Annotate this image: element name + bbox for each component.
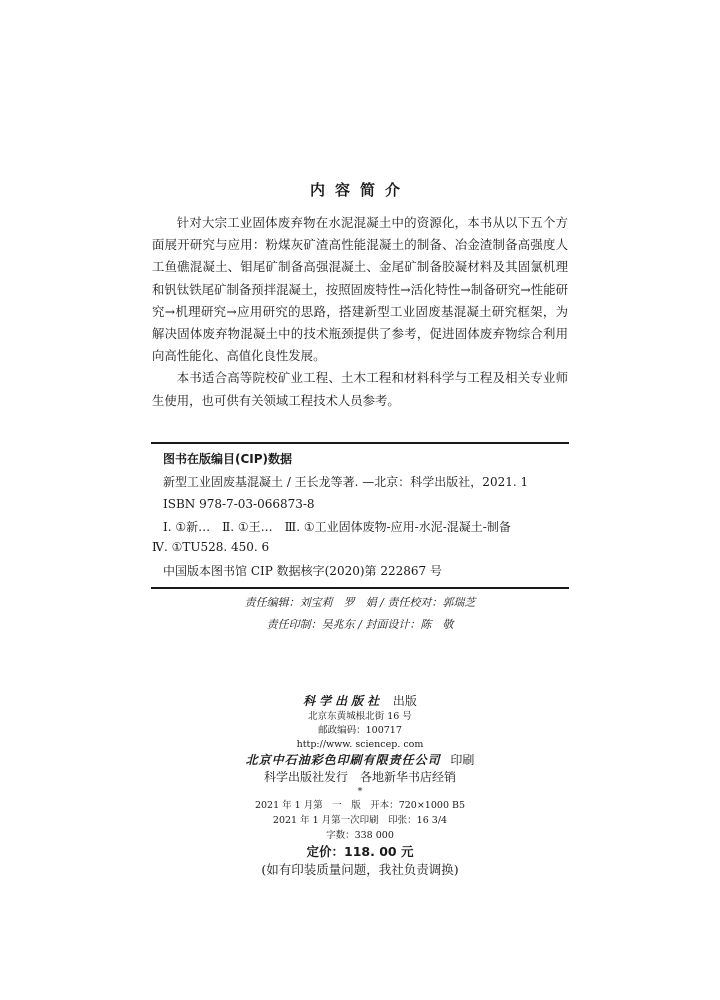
cip-classification-number: Ⅳ. ①TU528. 450. 6 xyxy=(152,540,270,554)
print-line: 2021 年 1 月第一次印刷 印张：16 3/4 xyxy=(272,815,448,826)
cip-classification: Ⅰ. ①新… Ⅱ. ①王… Ⅲ. ①工业固体废物-应用-水泥-混凝土-制备 xyxy=(163,519,511,534)
credits-editors: 责任编辑：刘宝莉 罗 娟 / 责任校对：郭瑞芝 xyxy=(244,596,476,609)
cip-heading: 图书在版编目(CIP)数据 xyxy=(163,452,293,466)
publisher-name: 科学出版社 xyxy=(303,694,384,708)
quality-notice: (如有印装质量问题，我社负责调换) xyxy=(261,862,459,877)
cip-isbn: ISBN 978-7-03-066873-8 xyxy=(163,497,315,511)
distribution-line: 科学出版社发行 各地新华书店经销 xyxy=(263,770,456,784)
cip-top-rule xyxy=(151,442,569,444)
printer-action: 印刷 xyxy=(450,753,475,767)
summary-paragraph: 本书适合高等院校矿业工程、土木工程和材料科学与工程及相关专业师生使用，也可供有关领域工程技术人员参考。 xyxy=(152,370,568,408)
separator-asterisk: * xyxy=(357,786,363,797)
publication-block xyxy=(0,693,720,879)
credits-production: 责任印制：吴兆东 / 封面设计：陈 敬 xyxy=(266,618,454,631)
publisher-address: 北京东黄城根北街 16 号 xyxy=(308,711,412,722)
word-count: 字数：338 000 xyxy=(326,830,394,841)
publisher-postcode: 邮政编码：100717 xyxy=(318,725,402,736)
summary-paragraph: 针对大宗工业固体废弃物在水泥混凝土中的资源化，本书从以下五个方面展开研究与应用：粉煤灰矿渣高性能混凝土的制备、冶金渣制备高强度人工鱼礁混凝土、钼尾矿制备高强混凝土、金尾矿制备胶凝材料及其固氯机理和钒钛铁尾矿制备预拌混凝土，按照固废特性→活化特性→制备研究→性能研究→机理研究→应用研究的思路，搭建新型工业固废基混凝土研究框架，为解决固体废弃物混凝土中的技术瓶颈提供了参考，促进固体废弃物综合利用向高性能化、高值化良性发展。 xyxy=(152,215,568,364)
cip-record-number: 中国版本图书馆 CIP 数据核字(2020)第 222867 号 xyxy=(163,564,442,578)
printer-name: 北京中石油彩色印刷有限责任公司 xyxy=(245,753,441,767)
cip-bottom-rule xyxy=(151,587,569,589)
cip-title-line: 新型工业固废基混凝土 / 王长龙等著. —北京：科学出版社，2021. 1 xyxy=(163,474,529,489)
summary-title: 内容简介 xyxy=(309,181,410,199)
edition-line: 2021 年 1 月第 一 版 开本：720×1000 B5 xyxy=(254,800,466,811)
cip-block xyxy=(152,448,569,583)
publisher-website: http://www. sciencep. com xyxy=(296,739,424,750)
publisher-action: 出版 xyxy=(392,694,417,708)
price: 定价：118. 00 元 xyxy=(306,844,414,859)
summary-body xyxy=(152,212,568,412)
credits-block xyxy=(0,592,720,636)
